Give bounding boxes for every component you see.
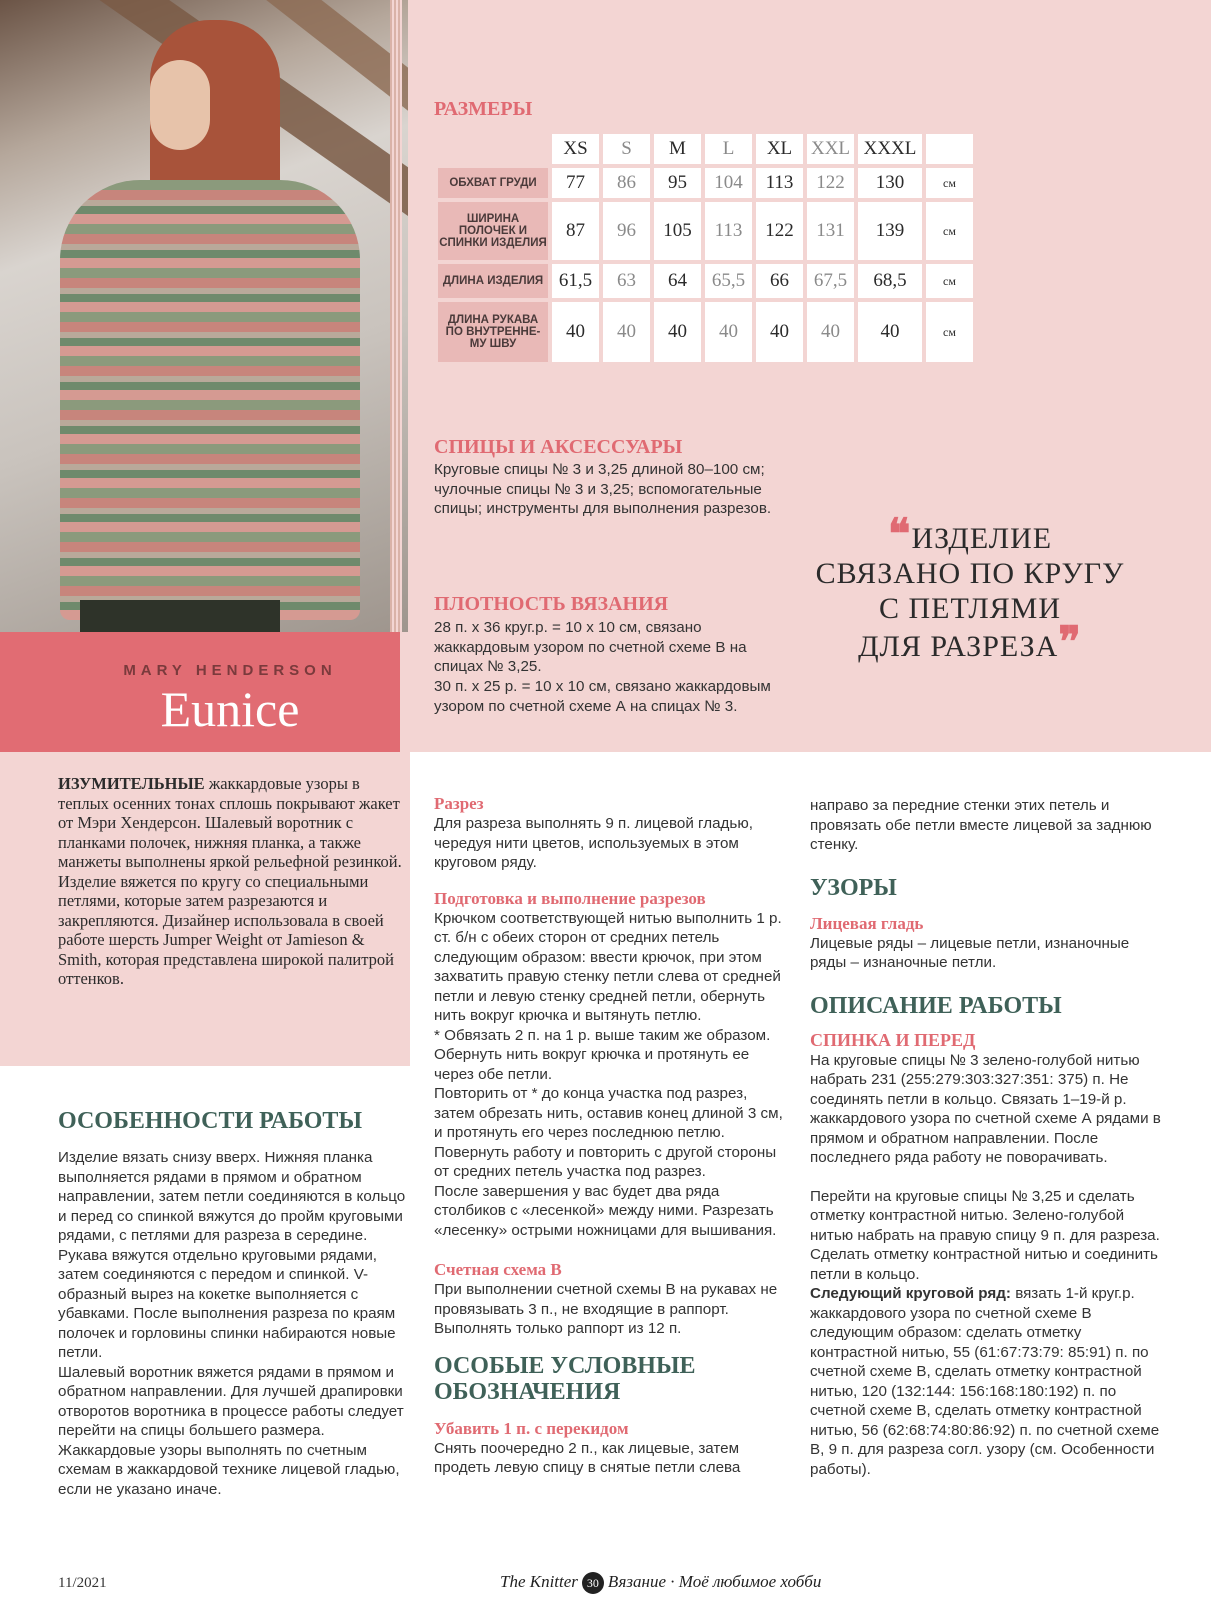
size-cell: 40: [705, 302, 752, 362]
close-quote-icon: ❞: [1058, 620, 1082, 666]
quote-line: С ПЕТЛЯМИ: [878, 592, 1062, 625]
size-cell: 113: [756, 168, 803, 198]
unit-cell: см: [926, 264, 973, 298]
size-cell: 105: [654, 202, 701, 260]
features-p3: Жаккардовые узоры выполнять по счетным схемам в жаккардовой технике лицевой гладью, если не указано иначе.: [58, 1441, 400, 1498]
pattern-title: Eunice: [160, 681, 300, 737]
intro-text: [58, 774, 408, 989]
needles-heading: СПИЦЫ И АКСЕССУАРЫ: [434, 436, 683, 458]
unit-cell: см: [926, 168, 973, 198]
quote-line: ДЛЯ РАЗРЕЗА: [858, 630, 1059, 663]
back-p1: На круговые спицы № 3 зелено-голубой нитью набрать 231 (255:279:303:327:351: 375) п. Не соединять петли в кольцо. Связать 1–19-й р. жаккардового узора по счетной схеме А рядами в прямом и обратном направлении. После последнего ряда работу не поворачивать.: [810, 1051, 1161, 1166]
size-cell: 67,5: [807, 264, 854, 298]
cont-text: направо за передние стенки этих петель и провязать обе петли вместе лицевой за заднюю стенку.: [810, 797, 1152, 853]
magazine-name: The Knitter: [500, 1572, 578, 1591]
quote-line: ИЗДЕЛИЕ: [911, 522, 1053, 555]
prep-heading: Подготовка и выполнение разрезов: [434, 888, 706, 908]
row-label: ОБХВАТ ГРУДИ: [438, 168, 548, 198]
description-heading: ОПИСАНИЕ РАБОТЫ: [810, 992, 1062, 1019]
row-label: ДЛИНА ИЗДЕЛИЯ: [438, 264, 548, 298]
intro-body: жаккардовые узоры в теплых осенних тонах сплошь покрывают жакет от Мэри Хендерсон. Шалевый воротник с планками полочек, нижняя планка, а также манжеты выполнены яркой рельефной резинкой. Изделие вяжется по кругу со специальными петлями, которые затем разрезаются и закрепляются. Дизайнер использовала в своей работе шерсть Jumper Weight от Jamieson & Smith, которая представлена широкой палитрой оттенков.: [58, 774, 402, 988]
dec-heading: Убавить 1 п. с перекидом: [434, 1418, 629, 1438]
gauge-heading: ПЛОТНОСТЬ ВЯЗАНИЯ: [434, 593, 669, 615]
row-label: ШИРИНА ПОЛОЧЕК И СПИНКИ ИЗДЕЛИЯ: [438, 202, 548, 260]
column-3: [810, 796, 1165, 1479]
prep-p4: После завершения у вас будет два ряда столбиков с «лесенкой» между ними. Разрезать «лесенку» острыми ножницами для вышивания.: [434, 1182, 777, 1239]
features-p1: Изделие вязать снизу вверх. Нижняя планка выполняется рядами в прямом и обратном направлении, затем петли соединяются в кольцо и перед со спинкой вяжутся до пройм круговыми рядами, с петлями для разреза в середине. Рукава вяжутся отдельно круговыми рядами, затем соединяются с передом и спинкой. V-образный вырез на кокетке выполняется с убавками. После выполнения разреза по краям полочек и горловины спинки набираются новые петли.: [58, 1149, 406, 1361]
size-cell: 40: [654, 302, 701, 362]
size-cell: 40: [807, 302, 854, 362]
sizes-heading: РАЗМЕРЫ: [434, 98, 533, 120]
size-col: XS: [552, 134, 599, 164]
gauge-text-1: 28 п. х 36 круг.р. = 10 х 10 см, связано жаккардовым узором по счетной схеме В на спицах № 3,25.: [434, 619, 747, 675]
symbols-heading-line: ОСОБЫЕ УСЛОВНЫЕ: [434, 1352, 696, 1379]
size-cell: 87: [552, 202, 599, 260]
size-cell: 122: [756, 202, 803, 260]
back-p3-wrap: [810, 1284, 1165, 1479]
size-cell: 65,5: [705, 264, 752, 298]
prep-p1: Крючком соответствующей нитью выполнить 1 р. ст. б/н с обеих сторон от средних петель следующим образом: ввести крючок, при этом захватить правую стенку петли слева от средней петли и левую стенку средней петли, обернуть нить вокруг крючка и вытянуть петлю.: [434, 909, 782, 1024]
model-photo: [0, 0, 408, 632]
open-quote-icon: ❝: [887, 512, 912, 558]
issue-number: 11/2021: [58, 1575, 107, 1591]
magazine-tagline: Вязание · Моё любимое хобби: [607, 1572, 822, 1591]
size-cell: 68,5: [858, 264, 922, 298]
sizes-table: [434, 130, 977, 366]
size-cell: 64: [654, 264, 701, 298]
size-col: XXXL: [858, 134, 922, 164]
size-cell: 66: [756, 264, 803, 298]
magazine-footer: [500, 1572, 821, 1594]
cut-text: Для разреза выполнять 9 п. лицевой гладью, чередуя нити цветов, используемых в этом круговом ряду.: [434, 815, 753, 871]
stockinette-text: Лицевые ряды – лицевые петли, изнаночные ряды – изнаночные петли.: [810, 934, 1130, 971]
size-cell: 139: [858, 202, 922, 260]
cut-heading: Разрез: [434, 794, 484, 813]
stockinette-heading: Лицевая гладь: [810, 913, 924, 933]
size-cell: 61,5: [552, 264, 599, 298]
size-col: XXL: [807, 134, 854, 164]
size-cell: 104: [705, 168, 752, 198]
size-col: M: [654, 134, 701, 164]
size-col: L: [705, 134, 752, 164]
features-heading: ОСОБЕННОСТИ РАБОТЫ: [58, 1108, 363, 1134]
symbols-heading: [434, 1353, 784, 1405]
unit-cell: см: [926, 202, 973, 260]
prep-p2: * Обвязать 2 п. на 1 р. выше таким же образом. Обернуть нить вокруг крючка и протянуть ее через обе петли.: [434, 1026, 771, 1083]
features-text: [58, 1148, 413, 1499]
chart-text: При выполнении счетной схемы В на рукавах не провязывать 3 п., не входящие в раппорт. Выполнять только раппорт из 12 п.: [434, 1281, 778, 1337]
size-cell: 122: [807, 168, 854, 198]
size-cell: 77: [552, 168, 599, 198]
patterns-heading: УЗОРЫ: [810, 874, 897, 901]
pull-quote: [810, 512, 1130, 666]
row-label: ДЛИНА РУКАВА ПО ВНУТРЕННЕ- МУ ШВУ: [438, 302, 548, 362]
size-cell: 63: [603, 264, 650, 298]
back-p3: вязать 1-й круг.р. жаккардового узора по счетной схеме В следующим образом: сделать отметку контрастной нитью, 55 (61:67:73:79: 85:91) п. по счетной схеме В, сделать отметку контрастной нитью, 120 (132:144: 156:168:180:192) п. по счетной схеме В, сделать отметку контрастной нитью, 56 (62:68:74:80:86:92) п. по счетной схеме В, 9 п. для разреза согл. узору (см. Особенности работы).: [810, 1285, 1160, 1478]
gauge-text-2: 30 п. х 25 р. = 10 х 10 см, связано жаккардовым узором по счетной схеме А на спицах № 3.: [434, 678, 771, 715]
chart-heading: Счетная схема В: [434, 1260, 562, 1279]
size-col: S: [603, 134, 650, 164]
prep-p3: Повторить от * до конца участка под разрез, затем обрезать нить, оставив конец длиной 3 см, и протянуть его через последнюю петлю. Повернуть работу и повторить с другой стороны от средних петель участка под разрез.: [434, 1085, 783, 1180]
size-cell: 40: [603, 302, 650, 362]
back-front-heading: СПИНКА И ПЕРЕД: [810, 1029, 976, 1050]
size-cell: 95: [654, 168, 701, 198]
title-box: [0, 632, 400, 752]
size-cell: 40: [756, 302, 803, 362]
dec-text: Снять поочередно 2 п., как лицевые, затем продеть левую спицу в снятые петли слева: [434, 1439, 741, 1476]
unit-cell: см: [926, 302, 973, 362]
intro-lead: ИЗУМИТЕЛЬНЫЕ: [58, 774, 205, 793]
size-cell: 131: [807, 202, 854, 260]
quote-line: СВЯЗАНО ПО КРУГУ: [815, 557, 1125, 590]
needles-text: Круговые спицы № 3 и 3,25 длиной 80–100 см; чулочные спицы № 3 и 3,25; вспомогательные спицы; инструменты для выполнения разрезов.: [434, 461, 772, 517]
size-cell: 40: [552, 302, 599, 362]
column-2: [434, 794, 784, 1478]
back-p2: Перейти на круговые спицы № 3,25 и сделать отметку контрастной нитью. Зелено-голубой нитью набрать на правую спицу 9 п. для разреза. Сделать отметку контрастной нитью и соединить петли в кольцо.: [810, 1187, 1160, 1283]
size-cell: 86: [603, 168, 650, 198]
size-cell: 113: [705, 202, 752, 260]
features-p2: Шалевый воротник вяжется рядами в прямом и обратном направлении. Для лучшей драпировки отворотов воротника в процессе работы следует перейти на спицы большего размера.: [58, 1363, 404, 1439]
size-cell: 96: [603, 202, 650, 260]
page-number: 30: [582, 1572, 604, 1594]
next-row-label: Следующий круговой ряд:: [810, 1285, 1011, 1302]
size-col: XL: [756, 134, 803, 164]
author-name: MARY HENDERSON: [123, 662, 337, 679]
size-cell: 130: [858, 168, 922, 198]
symbols-heading-line: ОБОЗНАЧЕНИЯ: [434, 1378, 621, 1405]
size-cell: 40: [858, 302, 922, 362]
